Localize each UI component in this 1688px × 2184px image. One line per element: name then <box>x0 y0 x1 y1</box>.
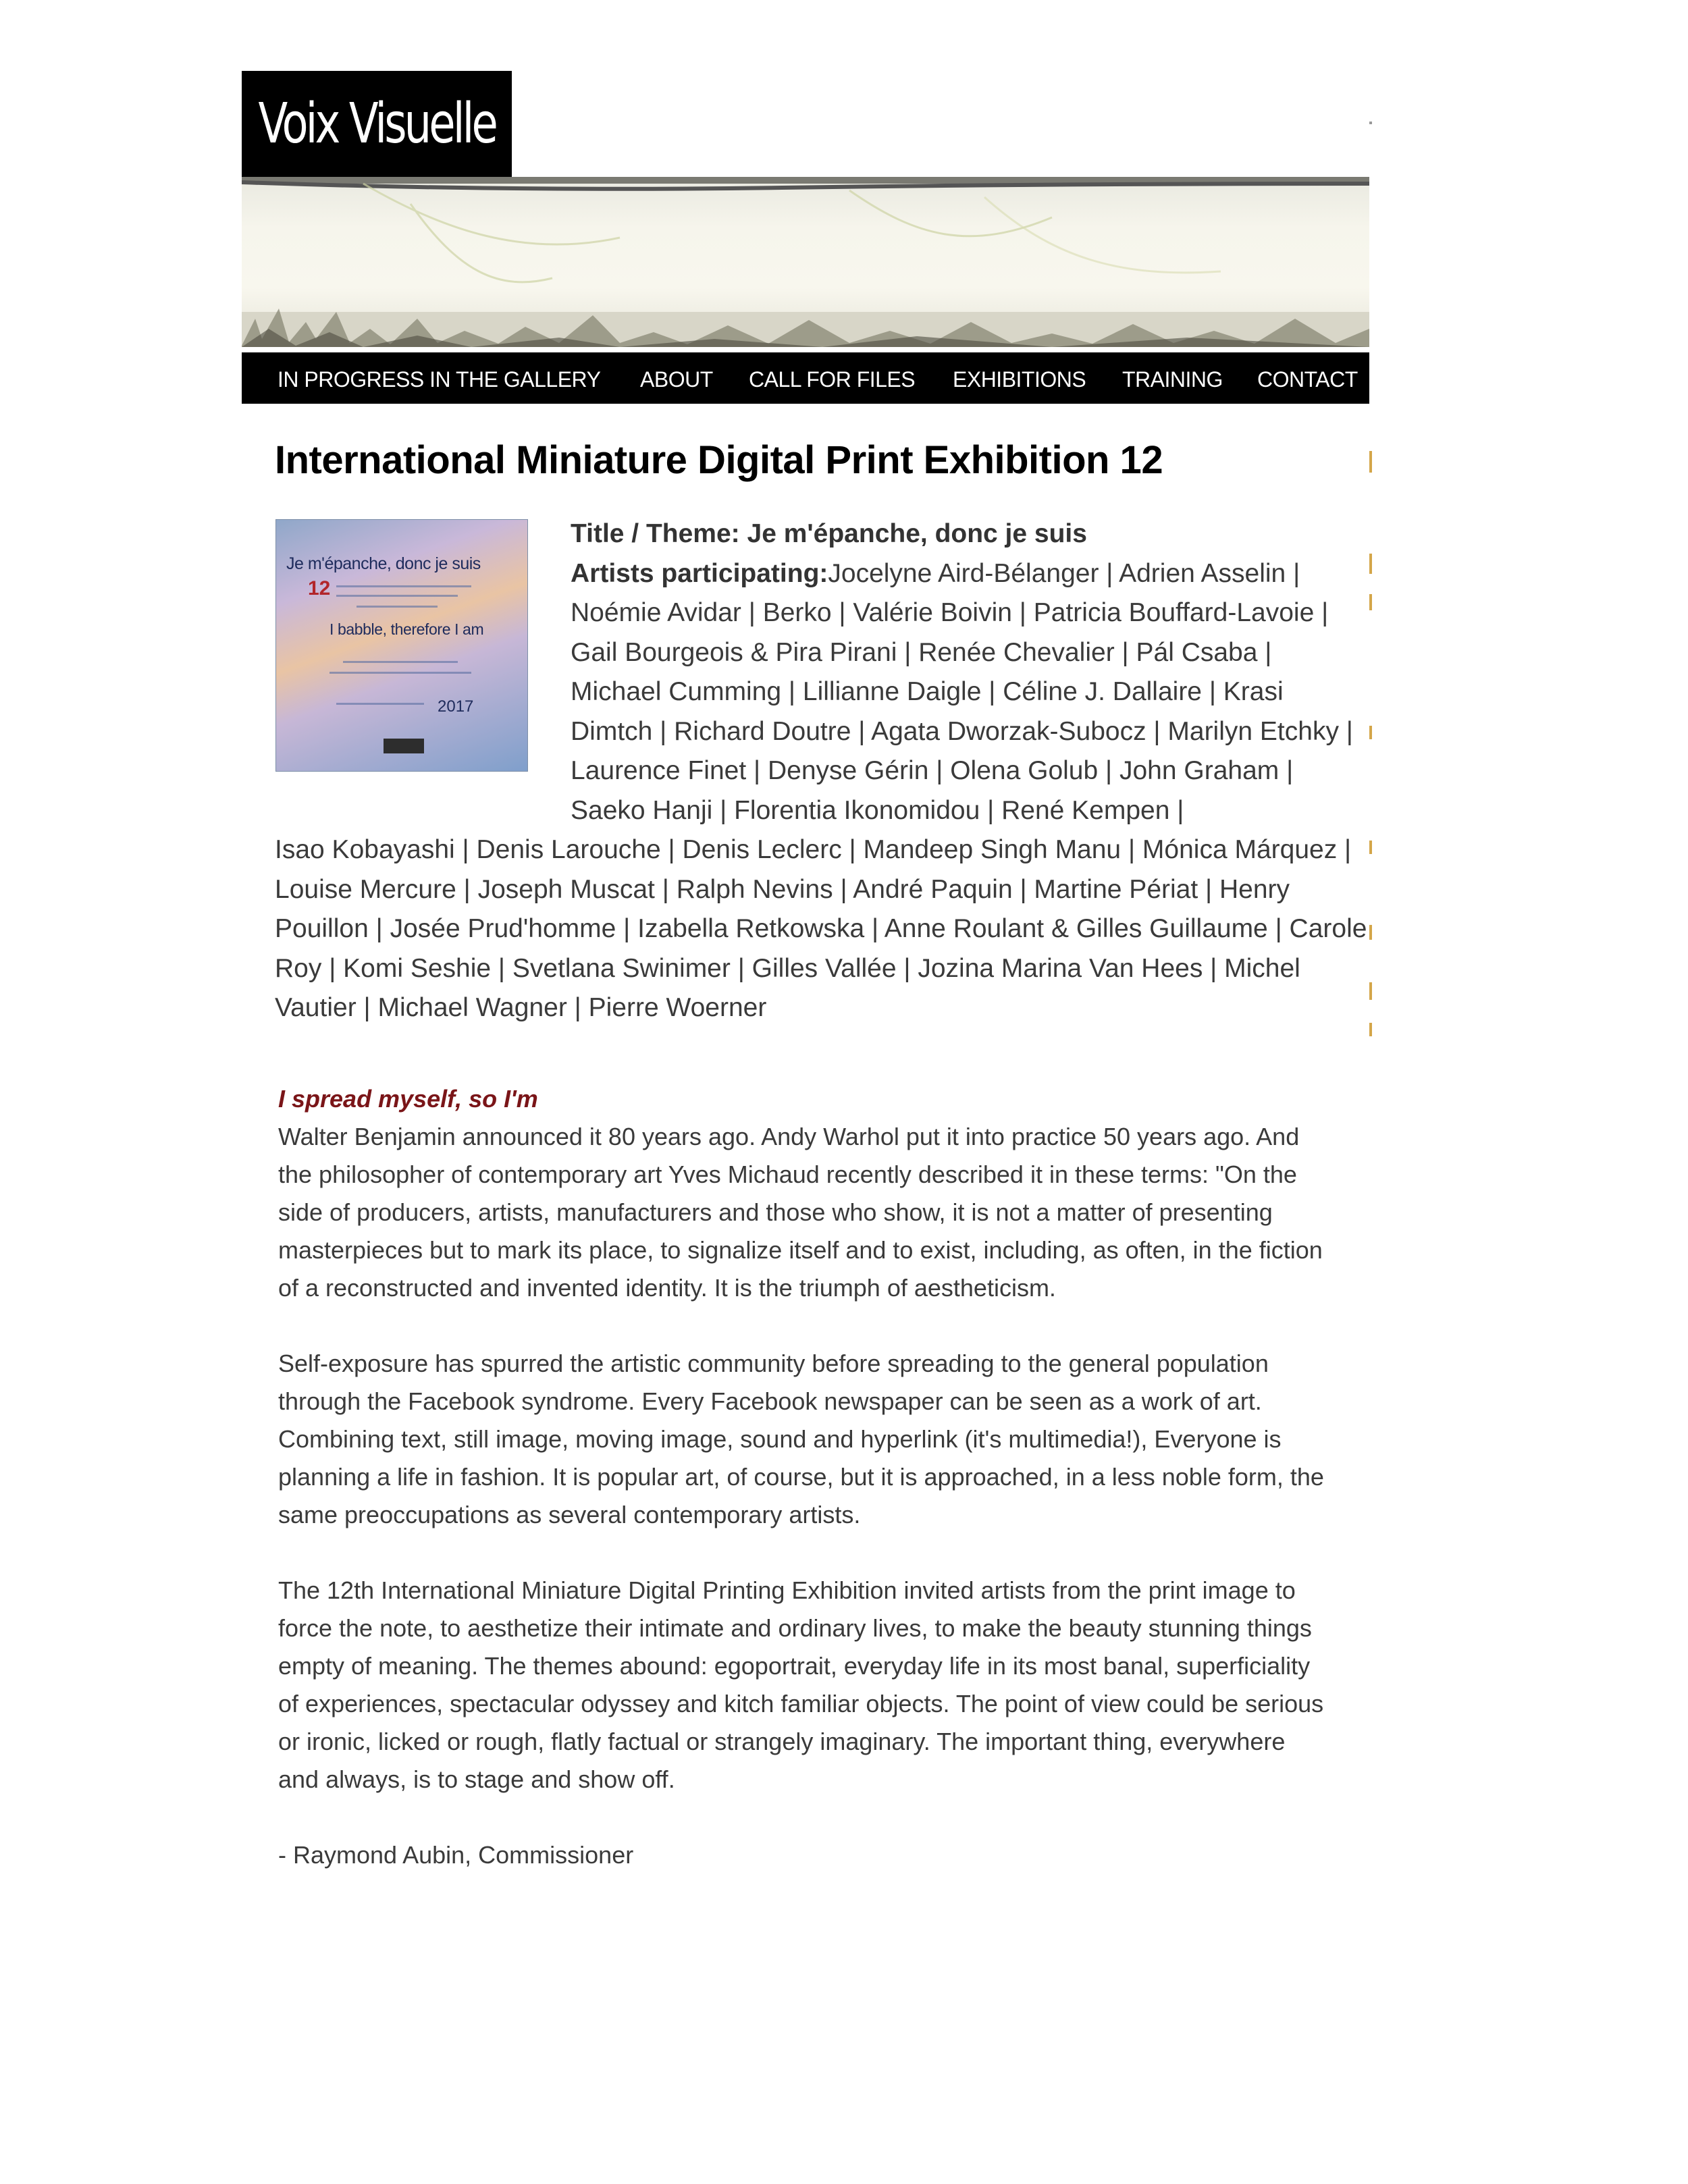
poster-french-title: Je m'épanche, donc je suis <box>286 554 481 573</box>
exhibition-text <box>278 1080 1331 1874</box>
paragraph: Self-exposure has spurred the artistic community before spreading to the general population through the Facebook syndrome. Every Facebook newspaper can be seen as a work of art. Combining text, still image, moving image, sound and hyperlink (it's multimedia!), Everyone is planning a life in fashion. It is popular art, of course, but it is approached, in a less noble form, the same preoccupations as several contemporary artists. <box>278 1350 1324 1528</box>
artists-label: Artists participating: <box>571 558 828 588</box>
poster-small-text-line <box>357 606 438 608</box>
poster-small-text-line <box>329 672 471 674</box>
edge-fragment <box>1369 554 1372 574</box>
logo-text: Voix Visuelle <box>258 92 496 156</box>
nav-call-for-files[interactable]: CALL FOR FILES <box>749 367 916 392</box>
paragraph: The 12th International Miniature Digital Printing Exhibition invited artists from the print image to force the note, to aesthetize their intimate and ordinary lives, to make the beauty stunning things empty of meaning. The themes abound: egoportrait, everyday life in its most banal, superficiality of experiences, spectacular odyssey and kitch familiar objects. The point of view could be serious or ironic, licked or rough, flatly factual or strangely imaginary. The important thing, everywhere and always, is to stage and show off. <box>278 1576 1324 1793</box>
artists-list <box>571 554 1361 831</box>
signature: - Raymond Aubin, Commissioner <box>278 1841 634 1869</box>
artists-list-continued: Isao Kobayashi | Denis Larouche | Denis Leclerc | Mandeep Singh Manu | Mónica Márquez | Louise Mercure | Joseph Muscat | Ralph Nevins | André Paquin | Martine Périat | Henry Pouillon | Josée Prud'homme | Izabella Retkowska | Anne Roulant & Gilles Guillaume | Carole Roy | Komi Seshie | Svetlana Swinimer | Gilles Vallée | Jozina Marina Van Hees | Michel Vautier | Michael Wagner | Pierre Woerner <box>275 835 1367 1022</box>
edge-fragment <box>1369 841 1372 854</box>
poster-small-text-line <box>336 703 424 705</box>
nav-training[interactable]: TRAINING <box>1122 367 1223 392</box>
edge-fragment <box>1369 122 1372 124</box>
edge-fragment <box>1369 1023 1372 1036</box>
nav-in-progress[interactable]: IN PROGRESS IN THE GALLERY <box>278 367 601 392</box>
page-title: International Miniature Digital Print Exhibition 12 <box>275 438 1163 482</box>
exhibition-info <box>571 514 1361 830</box>
exhibition-poster-image[interactable] <box>275 519 528 772</box>
poster-small-text-line <box>343 661 458 663</box>
edge-fragment <box>1369 594 1372 610</box>
poster-english-title: I babble, therefore I am <box>329 620 484 638</box>
artists-names: Jocelyne Aird-Bélanger | Adrien Asselin | Noémie Avidar | Berko | Valérie Boivin | Patricia Bouffard-Lavoie | Gail Bourgeois & Pira Pirani | Renée Chevalier | Pál Csaba | Michael Cumming | Lillianne Daigle | Céline J. Dallaire | Krasi Dimtch | Richard Doutre | Agata Dworzak-Subocz | Marilyn Etchky | Laurence Finet | Denyse Gérin | Olena Golub | John Graham | Saeko Hanji | Florentia Ikonomidou | René Kempen | <box>571 558 1353 825</box>
nav-exhibitions[interactable]: EXHIBITIONS <box>953 367 1086 392</box>
poster-year: 2017 <box>438 697 474 716</box>
header-banner-image <box>242 177 1369 347</box>
edge-fragment <box>1369 982 1372 1000</box>
edge-fragment <box>1369 925 1372 940</box>
nav-contact[interactable]: CONTACT <box>1257 367 1358 392</box>
poster-small-text-line <box>336 585 471 587</box>
edge-fragment <box>1369 726 1372 739</box>
edge-fragment <box>1369 451 1372 473</box>
poster-small-text-line <box>336 595 458 597</box>
poster-number: 12 <box>308 577 331 600</box>
nav-about[interactable]: ABOUT <box>640 367 713 392</box>
theme-label: Title / Theme: Je m'épanche, donc je suis <box>571 519 1087 548</box>
banner-artwork <box>242 177 1369 347</box>
site-logo[interactable] <box>242 71 512 177</box>
paragraph: Walter Benjamin announced it 80 years ago. Andy Warhol put it into practice 50 years ago. And the philosopher of contemporary art Yves Michaud recently described it in these terms: "On the side of producers, artists, manufacturers and those who show, it is not a matter of presenting masterpieces but to mark its place, to signalize itself and to exist, including, as often, in the fiction of a reconstructed and invented identity. It is the triumph of aestheticism. <box>278 1123 1323 1302</box>
section-subtitle: I spread myself, so I'm <box>278 1085 538 1113</box>
poster-logos <box>384 739 424 753</box>
main-navigation <box>242 352 1369 404</box>
